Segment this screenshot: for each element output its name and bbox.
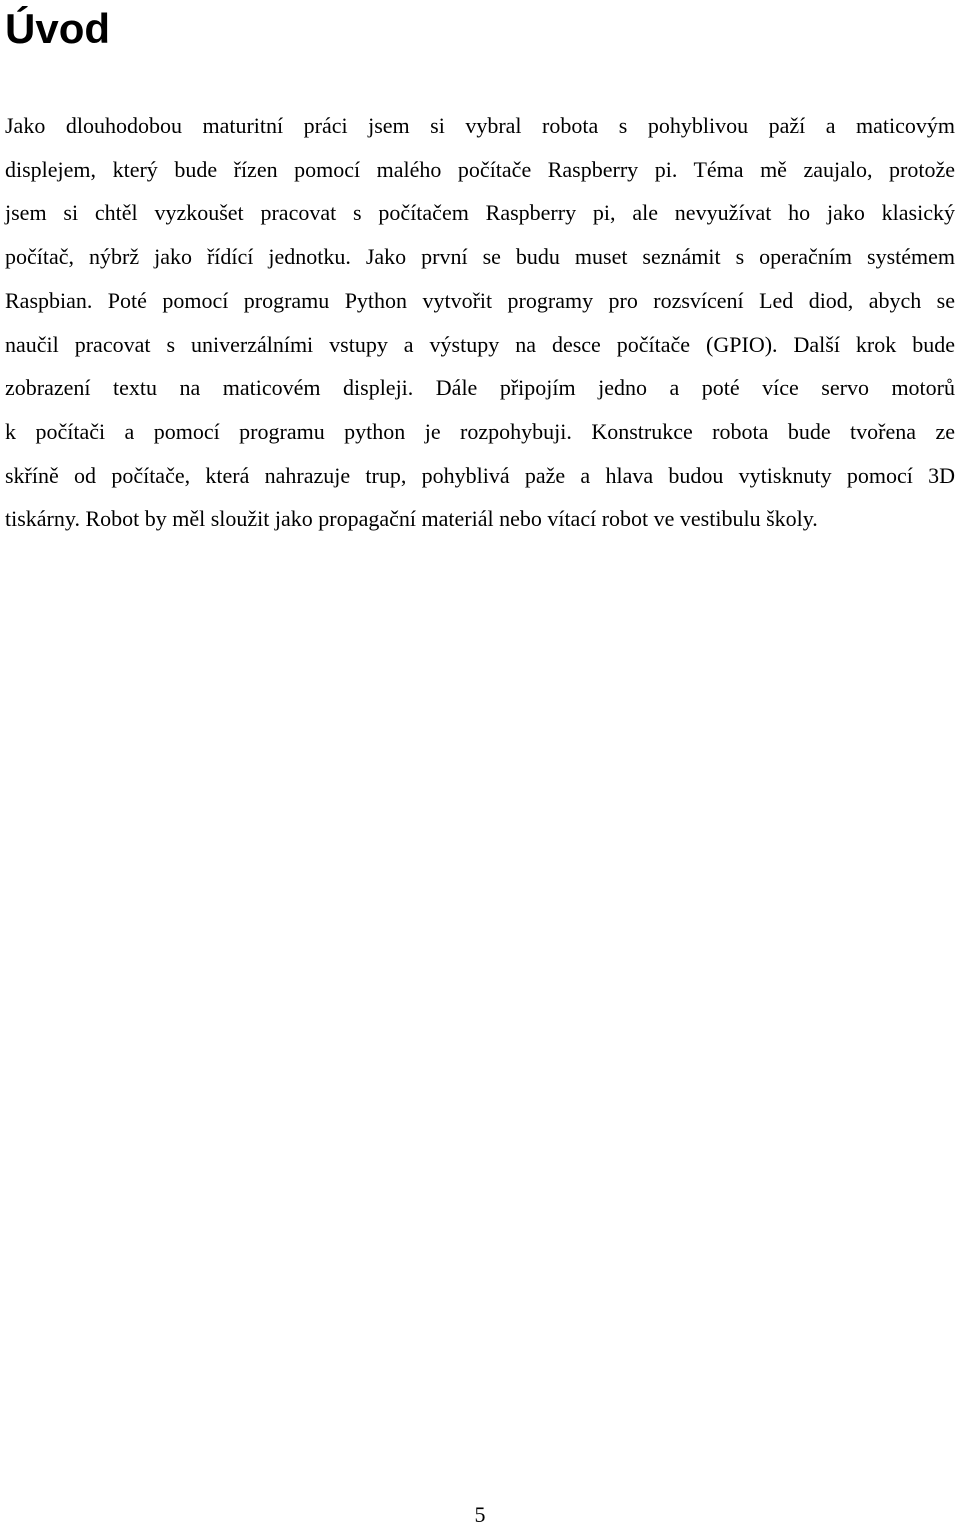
paragraph-line: jsem si chtěl vyzkoušet pracovat s počítačem Raspberry pi, ale nevyužívat ho jako klasický [5, 200, 955, 226]
paragraph-line: počítač, nýbrž jako řídící jednotku. Jako první se budu muset seznámit s operačním systémem [5, 244, 955, 270]
paragraph-line: displejem, který bude řízen pomocí malého počítače Raspberry pi. Téma mě zaujalo, protože [5, 156, 955, 182]
paragraph-line: k počítači a pomocí programu python je rozpohybuji. Konstrukce robota bude tvořena ze [5, 418, 955, 444]
paragraph-line: naučil pracovat s univerzálními vstupy a výstupy na desce počítače (GPIO). Další krok bude [5, 331, 955, 357]
paragraph-line: skříně od počítače, která nahrazuje trup, pohyblivá paže a hlava budou vytisknuty pomocí 3D [5, 462, 955, 488]
page-number: 5 [474, 1502, 486, 1527]
paragraph-line: zobrazení textu na maticovém displeji. Dále připojím jedno a poté více servo motorů [5, 375, 955, 401]
paragraph-line: Raspbian. Poté pomocí programu Python vytvořit programy pro rozsvícení Led diod, abych se [5, 287, 955, 313]
paragraph-line: tiskárny. Robot by měl sloužit jako propagační materiál nebo vítací robot ve vestibulu školy. [5, 506, 818, 532]
paragraph-line: Jako dlouhodobou maturitní práci jsem si vybral robota s pohyblivou paží a maticovým [5, 113, 955, 138]
intro-paragraph [5, 104, 955, 541]
section-heading: Úvod [5, 5, 110, 52]
